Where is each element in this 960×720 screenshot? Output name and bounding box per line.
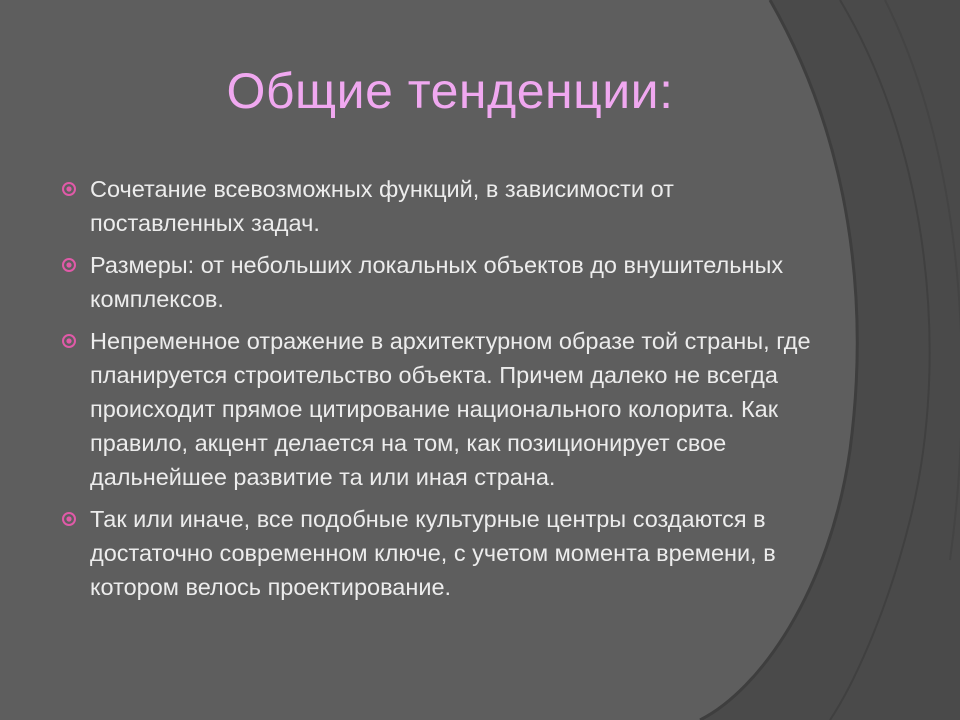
- slide-title: Общие тенденции:: [226, 63, 674, 119]
- list-item: [60, 172, 820, 240]
- list-item: [60, 324, 820, 494]
- bullet-list: [60, 172, 820, 612]
- list-item: [60, 248, 820, 316]
- bullet-text: Размеры: от небольших локальных объектов до внушительных комплексов.: [90, 252, 784, 312]
- bullet-text: Непременное отражение в архитектурном образе той страны, где планируется строительство объекта. Причем далеко не всегда происходит прямое цитирование национального колорита. Как правило, акцент делается на том, как позиционирует свое дальнейшее развитие та или иная страна.: [90, 328, 811, 490]
- bullet-icon: [61, 511, 77, 527]
- bullet-icon: [61, 181, 77, 197]
- bullet-text: Сочетание всевозможных функций, в зависимости от поставленных задач.: [90, 176, 674, 236]
- bullet-text: Так или иначе, все подобные культурные центры создаются в достаточно современном ключе, с учетом момента времени, в котором велось проектирование.: [90, 506, 776, 600]
- bullet-icon: [61, 257, 77, 273]
- list-item: [60, 502, 820, 604]
- bullet-icon: [61, 333, 77, 349]
